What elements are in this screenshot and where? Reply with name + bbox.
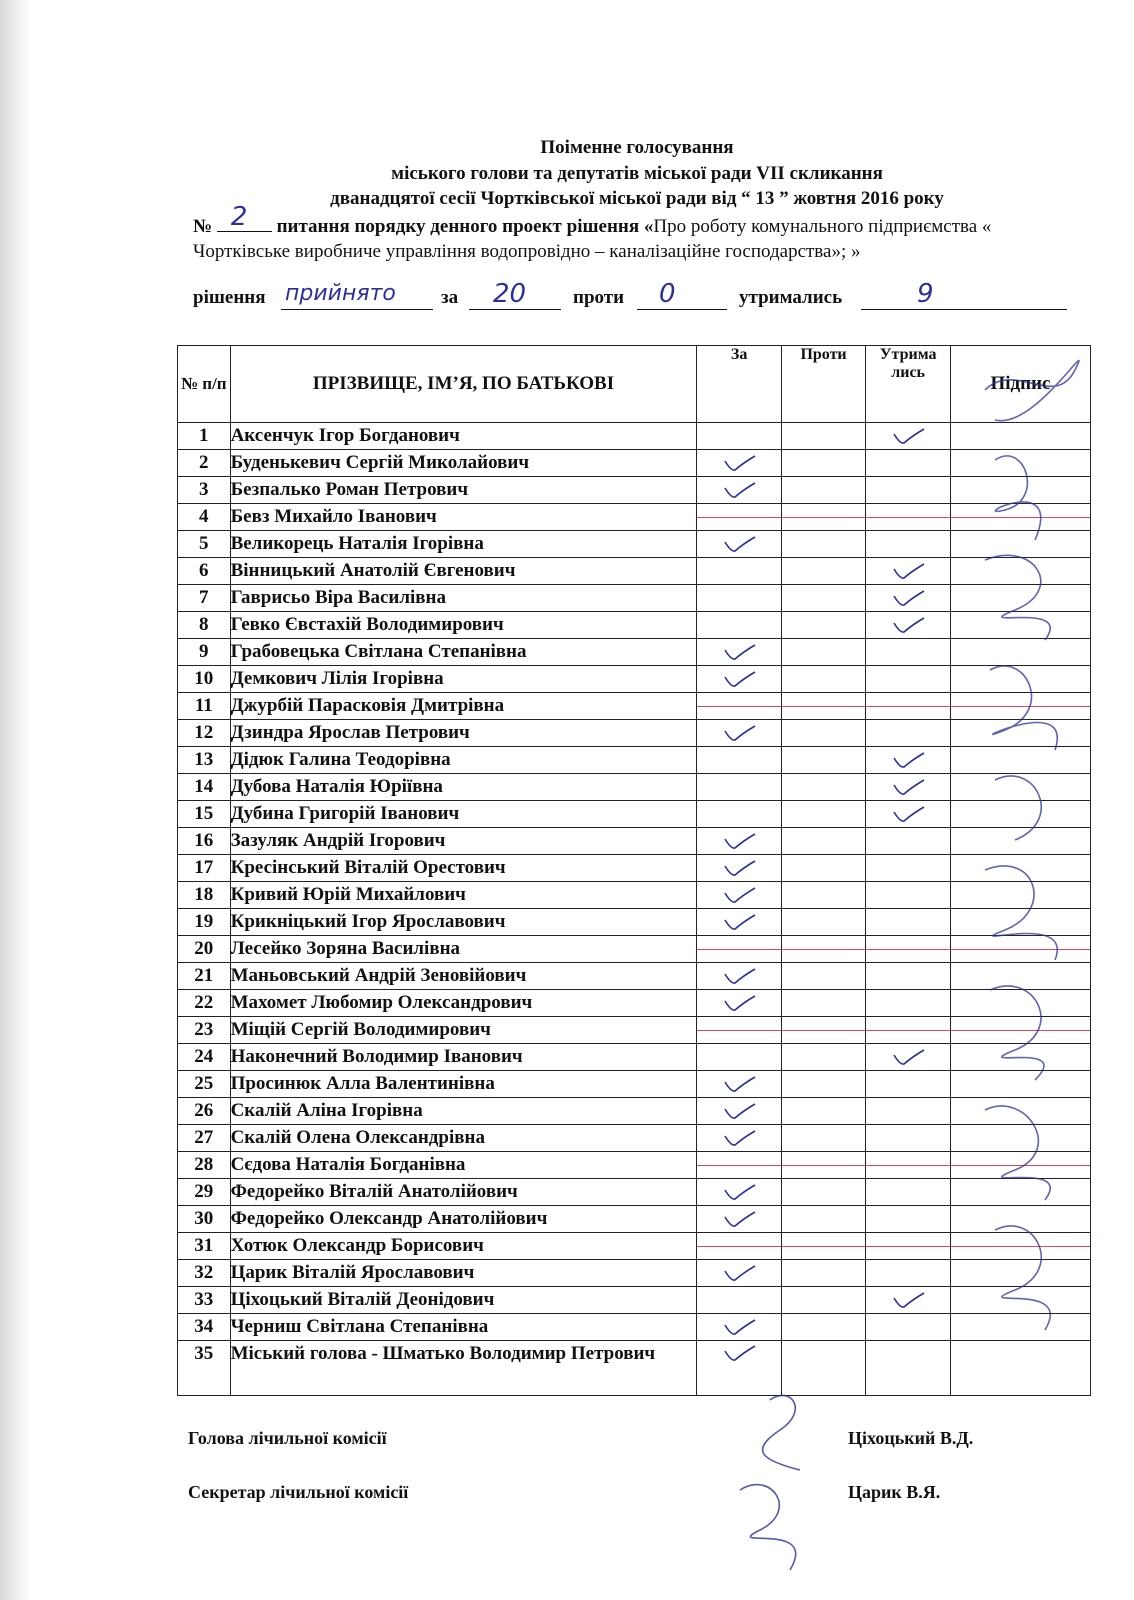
table-row (178, 774, 1091, 801)
document-subtitle: міського голови та депутатів міської ради VII скликання (391, 163, 883, 184)
row-number: 7 (178, 585, 231, 612)
against-label: проти (573, 287, 625, 308)
vote-cell-against (781, 909, 866, 936)
row-number: 28 (178, 1152, 231, 1179)
vote-cell-against (781, 1233, 866, 1260)
vote-cell-abstain (866, 1152, 951, 1179)
agenda-text: Про роботу комунального підприємства « Чортківське виробниче управління водопровідно – каналізаційне господарства»; » (193, 216, 992, 262)
vote-cell-against (781, 1152, 866, 1179)
vote-cell-for (697, 504, 781, 531)
deputy-name: Сєдова Наталія Богданівна (230, 1152, 697, 1179)
row-number: 20 (178, 936, 231, 963)
row-number: 21 (178, 963, 231, 990)
table-header-row (178, 346, 1091, 423)
absent-strike-line (697, 1246, 780, 1247)
vote-cell-for (697, 828, 781, 855)
absent-strike-line (782, 1165, 866, 1166)
decision-underline (281, 309, 433, 310)
vote-cell-abstain (866, 504, 951, 531)
vote-cell-against (781, 1287, 866, 1314)
vote-cell-abstain (866, 450, 951, 477)
table-row (178, 801, 1091, 828)
chair-name: Ціхоцький В.Д. (848, 1428, 974, 1448)
agenda-prefix: № (193, 216, 213, 237)
table-row (178, 1098, 1091, 1125)
table-row (178, 585, 1091, 612)
commission-signatures (700, 1380, 860, 1580)
table-row (178, 963, 1091, 990)
vote-cell-for (697, 720, 781, 747)
vote-cell-against (781, 666, 866, 693)
vote-cell-for (697, 1179, 781, 1206)
vote-cell-abstain (866, 558, 951, 585)
vote-cell-against (781, 720, 866, 747)
absent-strike-line (697, 1165, 780, 1166)
deputy-name: Дубина Григорій Іванович (230, 801, 697, 828)
header-against: Проти (781, 346, 866, 423)
against-value: 0 (659, 279, 676, 309)
row-number: 8 (178, 612, 231, 639)
deputy-name: Кресінський Віталій Орестович (230, 855, 697, 882)
table-row (178, 1179, 1091, 1206)
vote-cell-abstain (866, 1179, 951, 1206)
vote-cell-abstain (866, 1017, 951, 1044)
row-number: 3 (178, 477, 231, 504)
vote-cell-abstain (866, 909, 951, 936)
check-mark-icon (721, 642, 757, 662)
vote-cell-against (781, 585, 866, 612)
header-name: ПРІЗВИЩЕ, ІМ’Я, ПО БАТЬКОВІ (230, 346, 697, 423)
header-for: За (697, 346, 781, 423)
table-body (178, 423, 1091, 1396)
vote-cell-for (697, 909, 781, 936)
vote-cell-against (781, 477, 866, 504)
check-mark-icon (721, 669, 757, 689)
check-mark-icon (890, 615, 926, 635)
check-mark-icon (721, 1263, 757, 1283)
vote-cell-for (697, 1044, 781, 1071)
deputy-name: Міщій Сергій Володимирович (230, 1017, 697, 1044)
vote-cell-abstain (866, 720, 951, 747)
row-number: 26 (178, 1098, 231, 1125)
row-number: 31 (178, 1233, 231, 1260)
vote-cell-for (697, 882, 781, 909)
vote-cell-abstain (866, 666, 951, 693)
document-title: Поіменне голосування (540, 137, 734, 158)
deputy-name: Вінницький Анатолій Євгенович (230, 558, 697, 585)
vote-cell-abstain (866, 828, 951, 855)
table-row (178, 504, 1091, 531)
vote-cell-abstain (866, 990, 951, 1017)
row-number: 14 (178, 774, 231, 801)
check-mark-icon (890, 1047, 926, 1067)
table-row (178, 693, 1091, 720)
table-row (178, 747, 1091, 774)
agenda-number-field (217, 202, 272, 232)
absent-strike-line (866, 517, 950, 518)
absent-strike-line (866, 1165, 950, 1166)
vote-cell-abstain (866, 882, 951, 909)
table-row (178, 1017, 1091, 1044)
deputy-name: Безпалько Роман Петрович (230, 477, 697, 504)
secretary-label: Секретар лічильної комісії (188, 1482, 409, 1502)
vote-cell-for (697, 1152, 781, 1179)
deputy-name: Хотюк Олександр Борисович (230, 1233, 697, 1260)
vote-cell-abstain (866, 963, 951, 990)
abstain-value: 9 (917, 279, 934, 309)
check-mark-icon (721, 993, 757, 1013)
vote-cell-against (781, 855, 866, 882)
vote-cell-for (697, 639, 781, 666)
deputy-name: Скалій Аліна Ігорівна (230, 1098, 697, 1125)
check-mark-icon (890, 426, 926, 446)
deputy-name: Міський голова - Шматько Володимир Петрович (230, 1341, 697, 1396)
for-underline (469, 309, 561, 310)
table-row (178, 450, 1091, 477)
table-row (178, 531, 1091, 558)
vote-cell-for (697, 1098, 781, 1125)
vote-cell-against (781, 1017, 866, 1044)
check-mark-icon (721, 1182, 757, 1202)
for-label: за (441, 287, 459, 308)
check-mark-icon (721, 966, 757, 986)
abstain-label: утримались (739, 287, 843, 308)
check-mark-icon (721, 1101, 757, 1121)
check-mark-icon (721, 1128, 757, 1148)
table-row (178, 720, 1091, 747)
vote-cell-abstain (866, 1341, 951, 1396)
deputy-name: Великорець Наталія Ігорівна (230, 531, 697, 558)
check-mark-icon (721, 1074, 757, 1094)
absent-strike-line (866, 706, 950, 707)
deputy-name: Наконечний Володимир Іванович (230, 1044, 697, 1071)
row-number: 22 (178, 990, 231, 1017)
row-number: 33 (178, 1287, 231, 1314)
table-row (178, 882, 1091, 909)
table-row (178, 1314, 1091, 1341)
header-number: № п/п (178, 346, 231, 423)
table-row (178, 666, 1091, 693)
vote-cell-against (781, 936, 866, 963)
table-row (178, 1044, 1091, 1071)
deputy-name: Просинюк Алла Валентинівна (230, 1071, 697, 1098)
vote-cell-against (781, 1314, 866, 1341)
vote-cell-against (781, 1071, 866, 1098)
absent-strike-line (782, 517, 866, 518)
deputy-name: Гаврисьо Віра Василівна (230, 585, 697, 612)
header-abstain: Утрима лись (866, 346, 951, 423)
absent-strike-line (866, 949, 950, 950)
vote-cell-abstain (866, 1071, 951, 1098)
row-number: 24 (178, 1044, 231, 1071)
vote-cell-abstain (866, 423, 951, 450)
vote-cell-against (781, 693, 866, 720)
scan-edge-shadow (0, 0, 30, 1600)
absent-strike-line (866, 1030, 950, 1031)
table-row (178, 1233, 1091, 1260)
vote-cell-against (781, 1098, 866, 1125)
row-number: 30 (178, 1206, 231, 1233)
check-mark-icon (721, 885, 757, 905)
row-number: 11 (178, 693, 231, 720)
table-row (178, 1071, 1091, 1098)
vote-cell-against (781, 504, 866, 531)
vote-cell-abstain (866, 801, 951, 828)
decision-value: прийнято (285, 281, 396, 306)
deputy-name: Черниш Світлана Степанівна (230, 1314, 697, 1341)
deputy-name: Кривий Юрій Михайлович (230, 882, 697, 909)
check-mark-icon (721, 1317, 757, 1337)
deputy-name: Федорейко Олександр Анатолійович (230, 1206, 697, 1233)
vote-cell-against (781, 423, 866, 450)
vote-cell-abstain (866, 585, 951, 612)
vote-cell-against (781, 747, 866, 774)
row-number: 18 (178, 882, 231, 909)
vote-cell-for (697, 1233, 781, 1260)
vote-cell-abstain (866, 1287, 951, 1314)
deputy-name: Лесейко Зоряна Василівна (230, 936, 697, 963)
check-mark-icon (890, 804, 926, 824)
row-number: 25 (178, 1071, 231, 1098)
deputy-name: Бевз Михайло Іванович (230, 504, 697, 531)
deputy-name: Аксенчук Ігор Богданович (230, 423, 697, 450)
absent-strike-line (697, 517, 780, 518)
deputy-name: Дідюк Галина Теодорівна (230, 747, 697, 774)
check-mark-icon (890, 588, 926, 608)
vote-cell-against (781, 963, 866, 990)
vote-cell-for (697, 612, 781, 639)
deputy-name: Ціхоцький Віталій Деонідович (230, 1287, 697, 1314)
deputy-name: Дзиндра Ярослав Петрович (230, 720, 697, 747)
row-number: 32 (178, 1260, 231, 1287)
deputy-name: Маньовський Андрій Зеновійович (230, 963, 697, 990)
row-number: 34 (178, 1314, 231, 1341)
check-mark-icon (890, 777, 926, 797)
vote-cell-against (781, 639, 866, 666)
row-number: 29 (178, 1179, 231, 1206)
table-row (178, 1260, 1091, 1287)
row-number: 1 (178, 423, 231, 450)
deputy-name: Дубова Наталія Юріївна (230, 774, 697, 801)
vote-cell-for (697, 558, 781, 585)
vote-cell-against (781, 531, 866, 558)
chair-label: Голова лічильної комісії (188, 1428, 387, 1448)
vote-cell-abstain (866, 1314, 951, 1341)
vote-cell-for (697, 585, 781, 612)
agenda-number: 2 (230, 202, 248, 232)
table-row (178, 477, 1091, 504)
vote-cell-for (697, 1017, 781, 1044)
vote-cell-abstain (866, 1125, 951, 1152)
check-mark-icon (721, 453, 757, 473)
deputy-name: Скалій Олена Олександрівна (230, 1125, 697, 1152)
vote-cell-abstain (866, 612, 951, 639)
vote-cell-for (697, 1125, 781, 1152)
vote-cell-abstain (866, 1206, 951, 1233)
row-number: 15 (178, 801, 231, 828)
vote-cell-abstain (866, 531, 951, 558)
session-line: дванадцятої сесії Чортківської міської ради від “ 13 ” жовтня 2016 року (330, 188, 944, 209)
row-number: 6 (178, 558, 231, 585)
deputy-name: Буденькевич Сергій Миколайович (230, 450, 697, 477)
vote-cell-for (697, 1287, 781, 1314)
vote-cell-for (697, 423, 781, 450)
vote-cell-for (697, 936, 781, 963)
vote-cell-against (781, 1260, 866, 1287)
row-number: 9 (178, 639, 231, 666)
table-row (178, 990, 1091, 1017)
check-mark-icon (721, 534, 757, 554)
vote-cell-for (697, 855, 781, 882)
absent-strike-line (697, 706, 780, 707)
table-row (178, 423, 1091, 450)
check-mark-icon (721, 723, 757, 743)
vote-cell-against (781, 774, 866, 801)
vote-cell-abstain (866, 639, 951, 666)
vote-cell-against (781, 990, 866, 1017)
row-number: 16 (178, 828, 231, 855)
abstain-underline (861, 309, 1067, 310)
deputy-name: Царик Віталій Ярославович (230, 1260, 697, 1287)
secretary-name: Царик В.Я. (848, 1482, 941, 1502)
row-number: 23 (178, 1017, 231, 1044)
vote-cell-abstain (866, 747, 951, 774)
check-mark-icon (890, 750, 926, 770)
vote-cell-abstain (866, 693, 951, 720)
vote-cell-abstain (866, 1044, 951, 1071)
check-mark-icon (721, 831, 757, 851)
vote-cell-against (781, 1125, 866, 1152)
row-number: 4 (178, 504, 231, 531)
vote-cell-abstain (866, 774, 951, 801)
header-signature: Підпис (950, 346, 1090, 423)
deputy-name: Зазуляк Андрій Ігорович (230, 828, 697, 855)
deputy-name: Гевко Євстахій Володимирович (230, 612, 697, 639)
vote-cell-for (697, 747, 781, 774)
check-mark-icon (721, 858, 757, 878)
table-row (178, 855, 1091, 882)
vote-cell-abstain (866, 936, 951, 963)
deputy-name: Крикніцький Ігор Ярославович (230, 909, 697, 936)
voting-table (177, 345, 1091, 1396)
row-number: 19 (178, 909, 231, 936)
check-mark-icon (721, 480, 757, 500)
table-row (178, 936, 1091, 963)
table-row (178, 909, 1091, 936)
vote-cell-for (697, 801, 781, 828)
row-number: 10 (178, 666, 231, 693)
vote-cell-against (781, 801, 866, 828)
vote-cell-for (697, 963, 781, 990)
deputy-name: Федорейко Віталій Анатолійович (230, 1179, 697, 1206)
vote-cell-abstain (866, 477, 951, 504)
decision-line (193, 279, 1093, 317)
vote-cell-for (697, 531, 781, 558)
table-row (178, 1152, 1091, 1179)
agenda-bold-text: питання порядку денного проект рішення « (276, 216, 654, 237)
vote-cell-against (781, 828, 866, 855)
vote-cell-for (697, 774, 781, 801)
check-mark-icon (721, 1209, 757, 1229)
vote-cell-for (697, 1071, 781, 1098)
agenda-item (193, 202, 1033, 264)
vote-cell-abstain (866, 1233, 951, 1260)
row-number: 17 (178, 855, 231, 882)
table-row (178, 1287, 1091, 1314)
check-mark-icon (721, 912, 757, 932)
row-number: 13 (178, 747, 231, 774)
absent-strike-line (782, 1030, 866, 1031)
row-number: 2 (178, 450, 231, 477)
decision-label: рішення (193, 287, 266, 308)
vote-cell-for (697, 693, 781, 720)
absent-strike-line (866, 1246, 950, 1247)
absent-strike-line (697, 1030, 780, 1031)
deputy-name: Махомет Любомир Олександрович (230, 990, 697, 1017)
deputy-name: Грабовецька Світлана Степанівна (230, 639, 697, 666)
absent-strike-line (782, 1246, 866, 1247)
vote-cell-abstain (866, 1098, 951, 1125)
table-row (178, 1206, 1091, 1233)
table-row (178, 612, 1091, 639)
table-row (178, 639, 1091, 666)
vote-cell-against (781, 1179, 866, 1206)
signature-scribbles (975, 350, 1095, 1380)
vote-cell-for (697, 1260, 781, 1287)
vote-cell-abstain (866, 855, 951, 882)
vote-cell-against (781, 882, 866, 909)
for-value: 20 (493, 279, 527, 309)
row-number: 35 (178, 1341, 231, 1396)
deputy-name: Джурбій Парасковія Дмитрівна (230, 693, 697, 720)
vote-cell-against (781, 450, 866, 477)
vote-cell-for (697, 990, 781, 1017)
check-mark-icon (890, 561, 926, 581)
check-mark-icon (890, 1290, 926, 1310)
table-row (178, 1341, 1091, 1396)
vote-cell-for (697, 1206, 781, 1233)
row-number: 12 (178, 720, 231, 747)
absent-strike-line (782, 949, 866, 950)
table-row (178, 828, 1091, 855)
vote-cell-abstain (866, 1260, 951, 1287)
vote-cell-for (697, 450, 781, 477)
row-number: 27 (178, 1125, 231, 1152)
vote-cell-against (781, 612, 866, 639)
deputy-name: Демкович Лілія Ігорівна (230, 666, 697, 693)
against-underline (637, 309, 727, 310)
absent-strike-line (697, 949, 780, 950)
row-number: 5 (178, 531, 231, 558)
table-row (178, 1125, 1091, 1152)
check-mark-icon (721, 1343, 757, 1363)
absent-strike-line (782, 706, 866, 707)
vote-cell-for (697, 1314, 781, 1341)
table-row (178, 558, 1091, 585)
vote-cell-for (697, 666, 781, 693)
vote-cell-against (781, 1044, 866, 1071)
vote-cell-against (781, 558, 866, 585)
vote-cell-for (697, 477, 781, 504)
vote-cell-against (781, 1206, 866, 1233)
